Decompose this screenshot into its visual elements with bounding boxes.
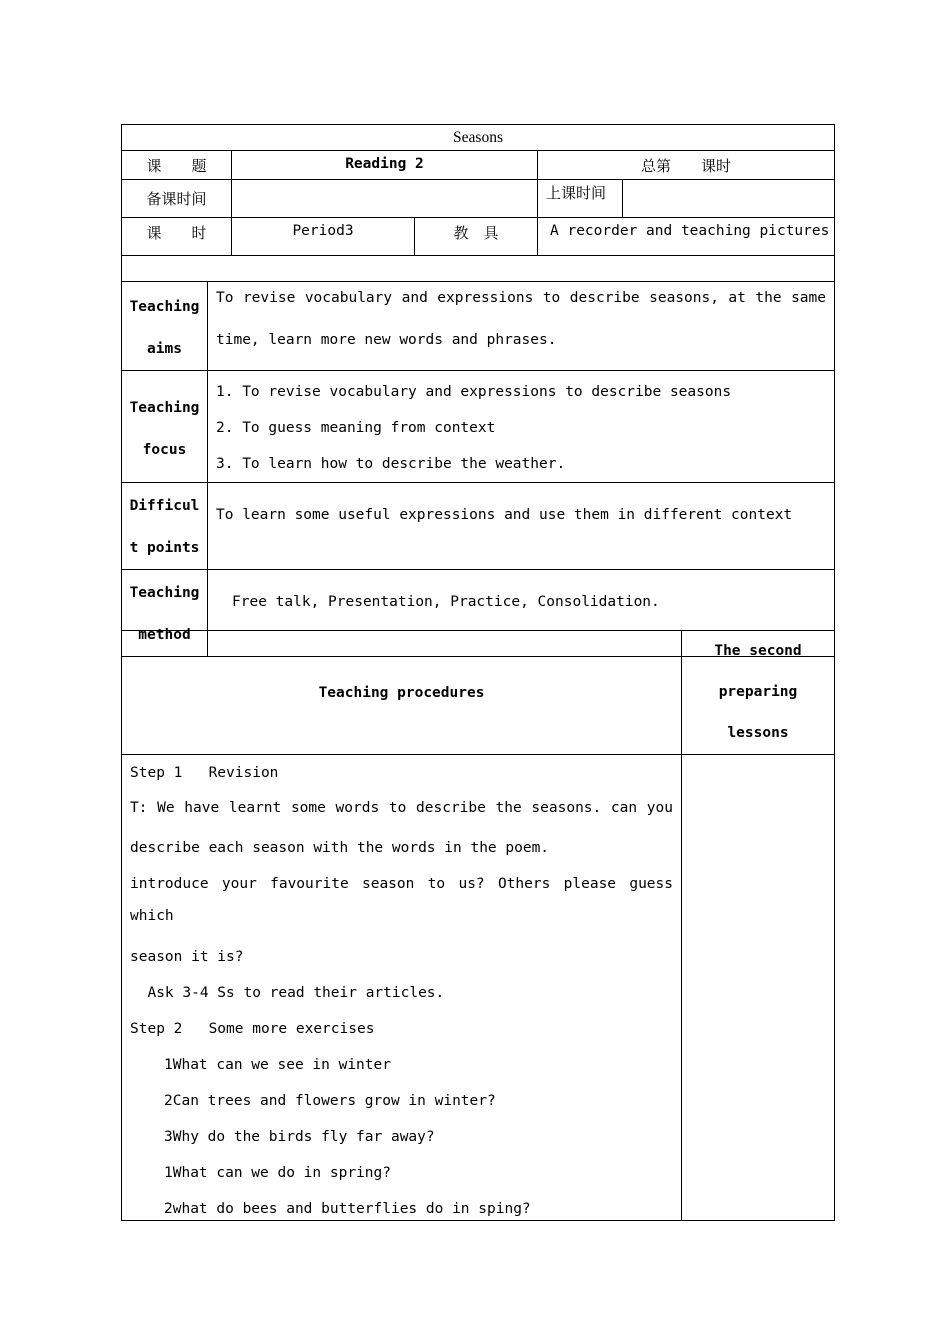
procedure-line-4: introduce your favourite season to us? Others please guess which	[130, 876, 673, 924]
step-1-heading: Step 1 Revision	[130, 765, 279, 781]
method-label-line-2: method	[138, 627, 191, 643]
difficult-label-line-2: t points	[129, 540, 200, 556]
question-5: 2what do bees and butterflies do in sping?	[164, 1201, 531, 1217]
class-time-label: 上课时间	[538, 180, 623, 218]
question-1: 1What can we see in winter	[164, 1057, 391, 1073]
second-line-3: lessons	[727, 725, 789, 741]
second-preparing-content	[682, 755, 835, 1221]
procedure-line-6: Ask 3-4 Ss to read their articles.	[130, 985, 445, 1001]
method-text: Free talk, Presentation, Practice, Consolidation.	[232, 594, 660, 610]
method-label-line-1: Teaching	[129, 585, 200, 601]
period-label: 课 时	[122, 218, 232, 256]
procedure-line-2: T: We have learnt some words to describe the seasons. can you	[130, 800, 673, 816]
total-lessons-label: 总第 课时	[538, 151, 835, 180]
question-4: 1What can we do in spring?	[164, 1165, 391, 1181]
aims-line-2: time, learn more new words and phrases.	[216, 332, 557, 348]
teaching-focus-label	[122, 371, 208, 483]
tools-value: A recorder and teaching pictures	[538, 218, 835, 256]
focus-item-1: 1. To revise vocabulary and expressions to describe seasons	[216, 384, 732, 400]
header-table	[121, 124, 835, 256]
procedure-line-5: season it is?	[130, 949, 244, 965]
spacer-row	[122, 256, 835, 282]
procedures-header: Teaching procedures	[122, 631, 682, 755]
question-3: 3Why do the birds fly far away?	[164, 1129, 435, 1145]
difficult-text: To learn some useful expressions and use them in different context	[216, 507, 793, 523]
focus-label-line-2: focus	[142, 442, 187, 458]
second-line-1: The second	[714, 643, 802, 659]
difficult-points-label	[122, 483, 208, 570]
course-value: Reading 2	[232, 151, 538, 180]
document-title: Seasons	[122, 125, 835, 151]
step-2-heading: Step 2 Some more exercises	[130, 1021, 375, 1037]
prep-time-label: 备课时间	[122, 180, 232, 218]
aims-label-line-2: aims	[147, 341, 182, 357]
class-time-value	[623, 180, 835, 218]
difficult-points-content	[208, 483, 835, 570]
second-line-2: preparing	[718, 684, 798, 700]
procedure-line-3: describe each season with the words in the poem.	[130, 840, 550, 856]
teaching-focus-content	[208, 371, 835, 483]
focus-item-3: 3. To learn how to describe the weather.	[216, 456, 566, 472]
prep-time-value	[232, 180, 538, 218]
teaching-aims-content	[208, 282, 835, 371]
period-value: Period3	[232, 218, 415, 256]
aims-line-1: To revise vocabulary and expressions to describe seasons, at the same	[216, 290, 826, 306]
focus-label-line-1: Teaching	[129, 400, 200, 416]
question-2: 2Can trees and flowers grow in winter?	[164, 1093, 496, 1109]
tools-label: 教 具	[415, 218, 538, 256]
second-preparing-header	[682, 631, 835, 755]
procedures-content	[122, 755, 682, 1221]
objectives-table	[121, 255, 835, 657]
focus-item-2: 2. To guess meaning from context	[216, 420, 496, 436]
course-label: 课 题	[122, 151, 232, 180]
difficult-label-line-1: Difficul	[129, 498, 200, 514]
teaching-aims-label	[122, 282, 208, 371]
procedures-table	[121, 630, 835, 1221]
aims-label-line-1: Teaching	[129, 299, 200, 315]
